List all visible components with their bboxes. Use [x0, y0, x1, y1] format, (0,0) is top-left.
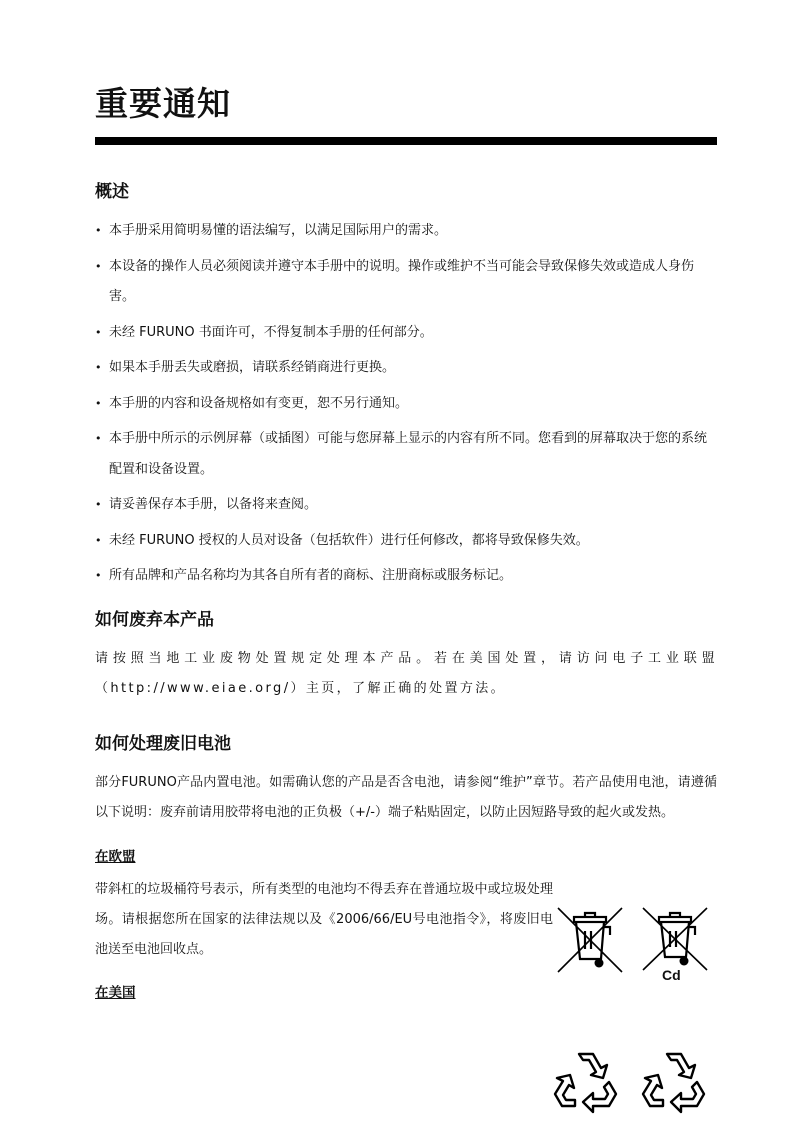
main-content [95, 178, 717, 1005]
crossed-bin-cd-icon [640, 905, 710, 987]
list-item: • 本手册中所示的示例屏幕（或插图）可能与您屏幕上显示的内容有所不同。您看到的屏幕取决于您的系统配置和设备设置。 [95, 424, 717, 485]
title-rule [95, 137, 717, 145]
cd-label: Cd [662, 967, 681, 983]
list-item: • 如果本手册丢失或磨损，请联系经销商进行更换。 [95, 353, 717, 384]
us-heading: 在美国 [95, 984, 136, 1001]
recycle-icon [641, 1048, 707, 1114]
list-item: • 所有品牌和产品名称均为其各自所有者的商标、注册商标或服务标记。 [95, 561, 717, 592]
product-disposal-heading: 如何废弃本产品 [95, 609, 214, 630]
battery-disposal-text: 部分FURUNO产品内置电池。如需确认您的产品是否含电池，请参阅“维护”章节。若产品使用电池，请遵循以下说明：废弃前请用胶带将电池的正负极（+/-）端子粘贴固定，以防止因短路导致的起火或发热。 [95, 774, 717, 820]
list-item: • 未经 FURUNO 书面许可，不得复制本手册的任何部分。 [95, 318, 717, 349]
list-item: • 本设备的操作人员必须阅读并遵守本手册中的说明。操作或维护不当可能会导致保修失效或造成人身伤害。 [95, 252, 717, 313]
eu-heading: 在欧盟 [95, 848, 136, 865]
list-item: • 本手册采用简明易懂的语法编写，以满足国际用户的需求。 [95, 216, 717, 247]
overview-list [95, 216, 717, 592]
recycle-icon [553, 1048, 619, 1114]
eu-text: 带斜杠的垃圾桶符号表示，所有类型的电池均不得丢弃在普通垃圾中或垃圾处理场。请根据您所在国家的法律法规以及《2006/66/EU号电池指令》，将废旧电池送至电池回收点。 [95, 881, 553, 957]
page-title: 重要通知 [95, 84, 231, 123]
list-item: • 未经 FURUNO 授权的人员对设备（包括软件）进行任何修改，都将导致保修失效。 [95, 526, 717, 557]
list-item: • 请妥善保存本手册，以备将来查阅。 [95, 490, 717, 521]
battery-disposal-heading: 如何处理废旧电池 [95, 733, 231, 754]
list-item: • 本手册的内容和设备规格如有变更，恕不另行通知。 [95, 389, 717, 420]
overview-heading: 概述 [95, 182, 129, 202]
crossed-bin-icon [555, 905, 625, 975]
product-disposal-text: 请按照当地工业废物处置规定处理本产品。若在美国处置，请访问电子工业联盟（http://www.eiae.org/）主页，了解正确的处置方法。 [95, 650, 717, 696]
